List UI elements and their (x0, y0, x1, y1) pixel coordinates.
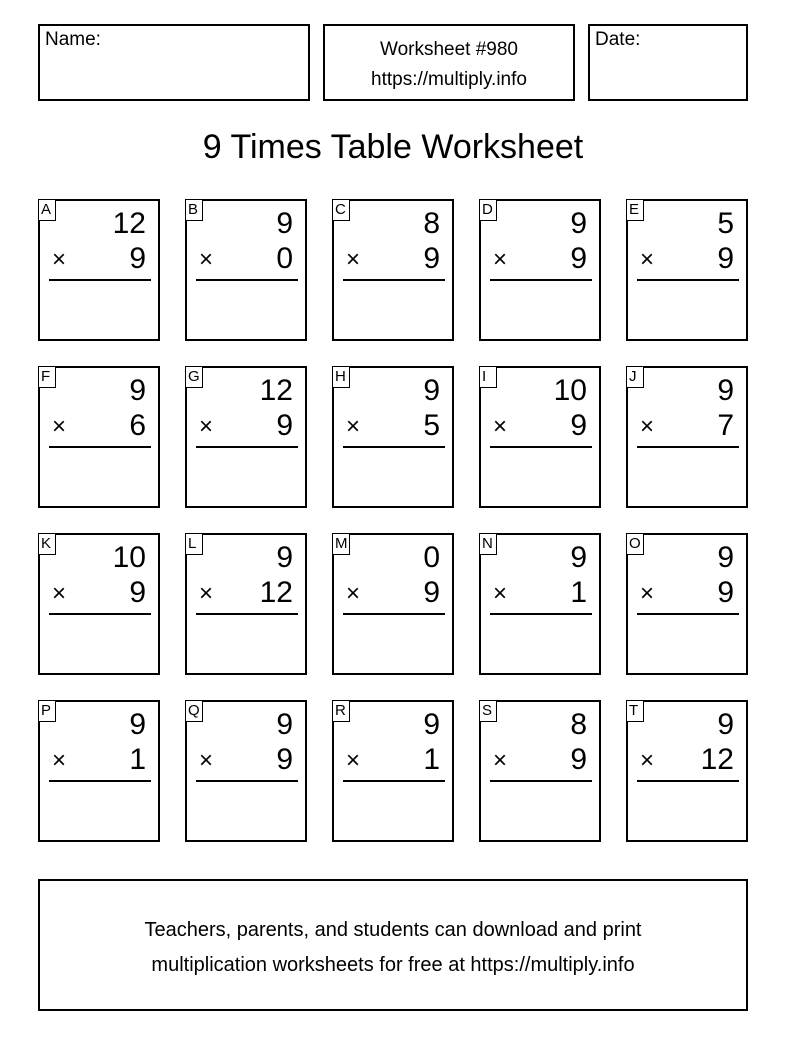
multiply-sign: × (493, 580, 508, 607)
answer-line (637, 279, 739, 281)
problem-card (38, 533, 160, 675)
multiply-sign: × (493, 413, 508, 440)
multiplier: 9 (570, 242, 587, 275)
problem-card (332, 366, 454, 508)
problem-card (185, 533, 307, 675)
multiply-sign: × (52, 747, 67, 774)
problem-letter: J (626, 366, 644, 388)
multiply-sign: × (52, 413, 67, 440)
problem-letter: K (38, 533, 56, 555)
multiply-sign: × (493, 747, 508, 774)
answer-line (343, 279, 445, 281)
multiplicand: 10 (112, 541, 146, 574)
multiply-sign: × (640, 413, 655, 440)
name-field-box (38, 24, 310, 101)
answer-line (490, 780, 592, 782)
problem-card (479, 700, 601, 842)
footer-line-1: Teachers, parents, and students can download and print (144, 919, 642, 941)
problem-letter: B (185, 199, 203, 221)
problem-card (479, 366, 601, 508)
multiplier: 9 (570, 743, 587, 776)
multiplicand: 9 (129, 708, 146, 741)
problem-card (185, 366, 307, 508)
worksheet-number: Worksheet #980 (379, 39, 518, 60)
problem-letter: E (626, 199, 644, 221)
problem-card (38, 366, 160, 508)
multiplier: 7 (717, 409, 734, 442)
answer-line (196, 446, 298, 448)
multiplier: 9 (276, 743, 293, 776)
multiply-sign: × (52, 580, 67, 607)
multiplicand: 9 (276, 541, 293, 574)
multiplier: 1 (570, 576, 587, 609)
problem-card (185, 700, 307, 842)
problem-letter: S (479, 700, 497, 722)
answer-line (637, 780, 739, 782)
problem-letter: L (185, 533, 203, 555)
problem-letter: C (332, 199, 350, 221)
multiplier: 9 (423, 242, 440, 275)
problem-letter: H (332, 366, 350, 388)
multiplier: 12 (700, 743, 734, 776)
multiplicand: 5 (717, 207, 734, 240)
problem-letter: N (479, 533, 497, 555)
answer-line (49, 780, 151, 782)
problem-letter: M (332, 533, 350, 555)
multiply-sign: × (493, 246, 508, 273)
multiply-sign: × (199, 580, 214, 607)
multiply-sign: × (640, 747, 655, 774)
answer-line (196, 613, 298, 615)
problem-card (626, 199, 748, 341)
answer-line (49, 613, 151, 615)
problem-card (185, 199, 307, 341)
multiplicand: 9 (423, 708, 440, 741)
multiplicand: 9 (276, 708, 293, 741)
multiplicand: 0 (423, 541, 440, 574)
multiplicand: 8 (570, 708, 587, 741)
multiplicand: 9 (717, 541, 734, 574)
problem-letter: I (479, 366, 497, 388)
multiplier: 5 (423, 409, 440, 442)
multiplier: 6 (129, 409, 146, 442)
problem-letter: O (626, 533, 644, 555)
problem-card (479, 533, 601, 675)
answer-line (49, 279, 151, 281)
problem-card (479, 199, 601, 341)
problem-card (626, 533, 748, 675)
page-title: 9 Times Table Worksheet (202, 128, 584, 166)
multiplicand: 9 (717, 374, 734, 407)
problem-letter: F (38, 366, 56, 388)
multiply-sign: × (199, 246, 214, 273)
multiplier: 0 (276, 242, 293, 275)
multiplicand: 9 (276, 207, 293, 240)
multiplier: 12 (259, 576, 293, 609)
answer-line (343, 613, 445, 615)
multiply-sign: × (199, 747, 214, 774)
answer-line (490, 279, 592, 281)
date-field-box (588, 24, 748, 101)
name-label: Name: (45, 29, 101, 50)
answer-line (637, 613, 739, 615)
problem-card (332, 533, 454, 675)
problem-letter: P (38, 700, 56, 722)
answer-line (490, 446, 592, 448)
multiplicand: 9 (129, 374, 146, 407)
multiply-sign: × (346, 413, 361, 440)
multiply-sign: × (52, 246, 67, 273)
answer-line (490, 613, 592, 615)
multiplier: 9 (129, 576, 146, 609)
multiplicand: 8 (423, 207, 440, 240)
multiplier: 9 (276, 409, 293, 442)
answer-line (196, 780, 298, 782)
answer-line (49, 446, 151, 448)
worksheet-info-box (323, 24, 575, 101)
multiplier: 9 (717, 576, 734, 609)
worksheet-url: https://multiply.info (371, 69, 527, 90)
problem-letter: Q (185, 700, 203, 722)
multiplier: 9 (570, 409, 587, 442)
multiply-sign: × (640, 580, 655, 607)
multiplicand: 12 (259, 374, 293, 407)
problem-card (332, 700, 454, 842)
problem-card (38, 700, 160, 842)
multiplicand: 10 (553, 374, 587, 407)
footer-line-2: multiplication worksheets for free at https://multiply.info (151, 954, 635, 976)
answer-line (343, 780, 445, 782)
problem-card (332, 199, 454, 341)
problem-letter: T (626, 700, 644, 722)
multiply-sign: × (346, 580, 361, 607)
multiplicand: 9 (570, 207, 587, 240)
multiplicand: 9 (717, 708, 734, 741)
multiplier: 9 (717, 242, 734, 275)
multiplicand: 9 (570, 541, 587, 574)
multiply-sign: × (640, 246, 655, 273)
problem-card (626, 366, 748, 508)
problem-letter: A (38, 199, 56, 221)
footer-box (38, 879, 748, 1011)
problem-letter: G (185, 366, 203, 388)
multiply-sign: × (346, 747, 361, 774)
date-label: Date: (595, 29, 641, 50)
problem-letter: R (332, 700, 350, 722)
multiplicand: 12 (112, 207, 146, 240)
multiply-sign: × (199, 413, 214, 440)
multiplier: 1 (129, 743, 146, 776)
problem-card (38, 199, 160, 341)
multiplier: 9 (423, 576, 440, 609)
multiplier: 9 (129, 242, 146, 275)
multiplier: 1 (423, 743, 440, 776)
answer-line (196, 279, 298, 281)
multiplicand: 9 (423, 374, 440, 407)
answer-line (343, 446, 445, 448)
problem-card (626, 700, 748, 842)
problem-letter: D (479, 199, 497, 221)
answer-line (637, 446, 739, 448)
multiply-sign: × (346, 246, 361, 273)
